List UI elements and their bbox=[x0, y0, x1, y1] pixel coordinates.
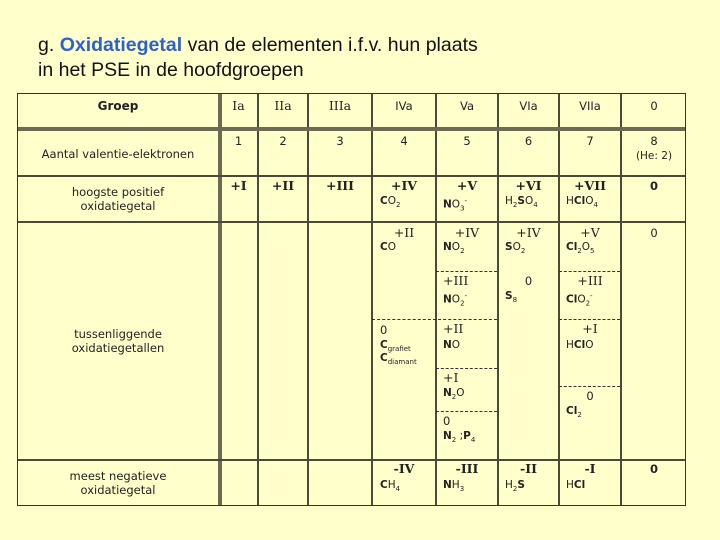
divider bbox=[18, 221, 685, 223]
negative-VIa: -II bbox=[520, 461, 537, 476]
highest-example-Va: $NO_3^-$ bbox=[443, 197, 468, 213]
inter-Va-formula-1: $NO_2$ bbox=[443, 241, 465, 256]
negative-IVa: -IV bbox=[393, 461, 415, 476]
label-intermediate bbox=[18, 327, 218, 355]
negative-example-IVa: $CH_4$ bbox=[380, 479, 401, 494]
label-negative bbox=[18, 469, 218, 497]
label-text: oxidatiegetallen bbox=[71, 341, 165, 355]
valence-VIIa: 7 bbox=[586, 134, 594, 148]
dashed-divider bbox=[559, 386, 620, 387]
inter-IVa-formula-3: $C_{diamant}$ bbox=[380, 352, 417, 367]
label-text: hoogste positief bbox=[71, 185, 165, 199]
valence-Ia: 1 bbox=[234, 134, 243, 148]
dashed-divider bbox=[436, 368, 497, 369]
group-IVa: IVa bbox=[395, 99, 413, 113]
header-groep: Groep bbox=[97, 99, 139, 113]
inter-VIa-formula-2: $S_8$ bbox=[505, 290, 518, 305]
divider bbox=[435, 94, 437, 505]
label-text: meest negatieve bbox=[69, 469, 167, 483]
inter-VIIa-formula-1: $Cl_2O_5$ bbox=[566, 241, 595, 256]
divider-header bbox=[18, 127, 685, 131]
negative-Va: -III bbox=[455, 461, 479, 476]
highest-IIIa: +III bbox=[325, 178, 354, 193]
inter-Va-ox-4: +I bbox=[443, 370, 459, 385]
diamant-sub: diamant bbox=[387, 358, 417, 367]
inter-VIIa-ox-4: 0 bbox=[586, 389, 594, 403]
valence-VIa: 6 bbox=[524, 134, 533, 148]
negative-VIIa: -I bbox=[584, 461, 596, 476]
negative-example-VIa: $H_2S$ bbox=[505, 479, 525, 494]
inter-Va-ox-1: +IV bbox=[454, 225, 480, 240]
label-text: oxidatiegetal bbox=[80, 483, 156, 497]
inter-Va-ox-3: +II bbox=[443, 321, 464, 336]
highest-example-VIa: $H_2SO_4$ bbox=[505, 195, 538, 210]
inter-Va-formula-2: $NO_2^-$ bbox=[443, 292, 468, 308]
group-IIa: IIa bbox=[274, 98, 292, 113]
divider bbox=[558, 94, 560, 505]
label-text: oxidatiegetal bbox=[80, 199, 156, 213]
group-VIa: VIa bbox=[519, 99, 538, 113]
valence-IIa: 2 bbox=[279, 134, 287, 148]
highest-0: 0 bbox=[649, 179, 658, 193]
inter-VIIa-formula-4: $Cl_2$ bbox=[566, 405, 582, 420]
divider bbox=[307, 94, 309, 505]
inter-VIa-ox-2: 0 bbox=[524, 274, 533, 288]
divider bbox=[371, 94, 373, 505]
title-rest: van de elementen i.f.v. hun plaats bbox=[182, 34, 478, 56]
highest-Va: +V bbox=[456, 178, 478, 193]
divider bbox=[257, 94, 259, 505]
inter-Va-ox-5: 0 bbox=[443, 414, 451, 428]
inter-Va-ox-2: +III bbox=[443, 273, 469, 288]
inter-0-ox-1: 0 bbox=[650, 226, 658, 240]
grafiet-sub: grafiet bbox=[387, 345, 411, 354]
valence-Va: 5 bbox=[463, 134, 471, 148]
inter-Va-formula-4: $N_2O$ bbox=[443, 387, 465, 402]
inter-VIIa-ox-3: +I bbox=[582, 321, 598, 336]
highest-example-IVa: $CO_2$ bbox=[380, 195, 401, 210]
label-text: tussenliggende bbox=[74, 327, 162, 341]
highest-VIIa: +VII bbox=[574, 178, 606, 193]
dashed-divider bbox=[559, 319, 620, 320]
title-accent: Oxidatiegetal bbox=[59, 34, 183, 56]
dashed-divider bbox=[372, 319, 497, 320]
divider-label-col bbox=[218, 94, 222, 505]
inter-IVa-ox-2: 0 bbox=[380, 323, 388, 337]
slide-title bbox=[38, 33, 478, 83]
inter-VIa-ox-1: +IV bbox=[516, 225, 541, 240]
group-Va: Va bbox=[459, 99, 475, 113]
negative-example-VIIa: HCl bbox=[566, 479, 586, 491]
title-prefix: g. bbox=[38, 34, 60, 56]
group-VIIa: VIIa bbox=[579, 99, 601, 113]
highest-example-VIIa: HClO$_4$ bbox=[566, 195, 598, 210]
valence-he-note: (He: 2) bbox=[635, 150, 673, 162]
inter-IVa-formula-1: CO bbox=[380, 241, 396, 253]
valence-0: 8 bbox=[650, 134, 658, 148]
divider bbox=[18, 175, 685, 177]
inter-Va-formula-5: $N_2$ $;P_4$ bbox=[443, 430, 476, 445]
inter-VIa-formula-1: $SO_2$ bbox=[505, 241, 526, 256]
label-valence: Aantal valentie-elektronen bbox=[41, 147, 195, 161]
inter-VIIa-formula-2: ClO$_2$- bbox=[566, 292, 593, 308]
title-line-1 bbox=[38, 33, 478, 58]
highest-Ia: +I bbox=[230, 178, 247, 193]
highest-IVa: +IV bbox=[390, 178, 418, 193]
divider bbox=[497, 94, 499, 505]
dashed-divider bbox=[436, 411, 497, 412]
inter-VIIa-formula-3: HClO bbox=[566, 339, 594, 351]
inter-VIIa-ox-2: +III bbox=[577, 273, 603, 288]
dashed-divider bbox=[436, 271, 497, 272]
highest-IIa: +II bbox=[271, 178, 295, 193]
valence-IIIa: 3 bbox=[336, 134, 344, 148]
highest-VIa: +VI bbox=[515, 178, 542, 193]
group-0: 0 bbox=[650, 99, 658, 113]
oxidation-table bbox=[17, 93, 686, 506]
negative-example-Va: $NH_3$ bbox=[443, 479, 465, 494]
dashed-divider bbox=[559, 271, 620, 272]
inter-IVa-ox-1: +II bbox=[393, 225, 415, 240]
inter-VIIa-ox-1: +V bbox=[580, 225, 600, 240]
inter-IVa-formula-2: $C_{grafiet}$ bbox=[380, 339, 411, 354]
group-IIIa: IIIa bbox=[328, 98, 352, 113]
label-highest bbox=[18, 185, 218, 213]
valence-IVa: 4 bbox=[400, 134, 408, 148]
negative-0: 0 bbox=[649, 462, 658, 476]
group-Ia: Ia bbox=[232, 98, 245, 113]
title-line-2: in het PSE in de hoofdgroepen bbox=[38, 59, 304, 81]
inter-Va-formula-3: NO bbox=[443, 339, 461, 351]
